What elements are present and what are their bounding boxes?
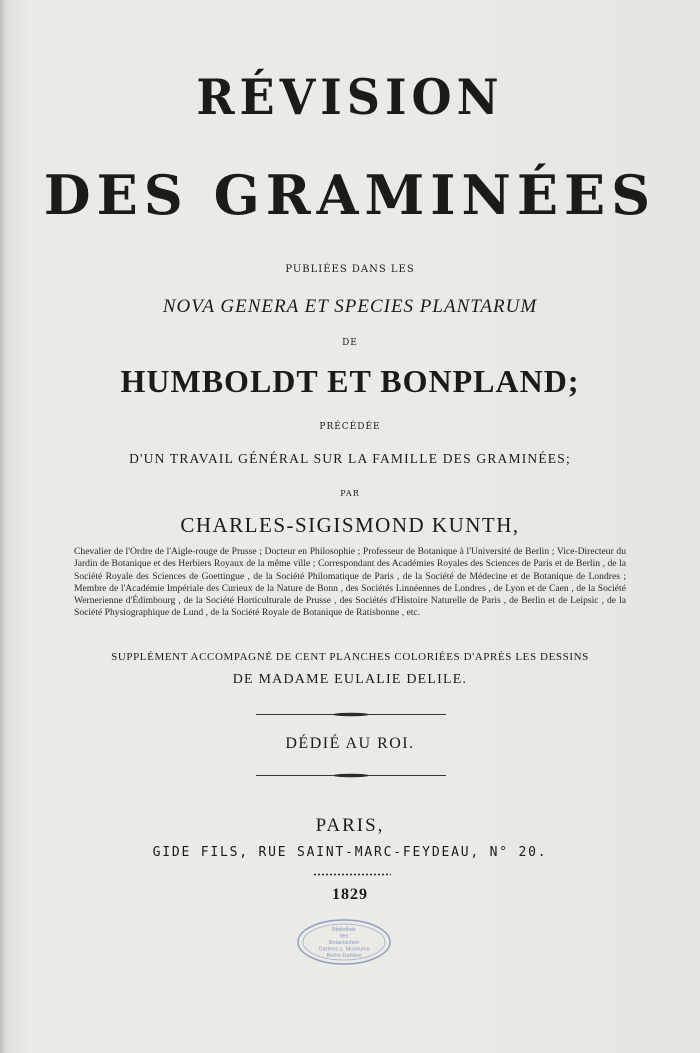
title-line-2: DES GRAMINÉES [43, 163, 657, 227]
title-line-1: RÉVISION [196, 68, 504, 126]
travail-general-line: D'UN TRAVAIL GÉNÉRAL SUR LA FAMILLE DES GRAMINÉES; [129, 451, 571, 466]
stamp-line-2: des [339, 933, 349, 940]
publisher-line: GIDE FILS, RUE SAINT-MARC-FEYDEAU, N° 20. [152, 845, 548, 860]
nova-genera-title: NOVA GENERA ET SPECIES PLANTARUM [162, 296, 538, 317]
supplement-line: SUPPLÉMENT ACCOMPAGNÉ DE CENT PLANCHES COLORIÉES D'APRÈS LES DESSINS [111, 651, 589, 663]
rule-ornament-top [331, 712, 371, 717]
stamp-line-4: Gartens u. Museums [318, 946, 370, 953]
humboldt-bonpland-heading: HUMBOLDT ET BONPLAND; [120, 363, 580, 399]
library-stamp [296, 918, 392, 966]
de-label: DE [342, 338, 358, 348]
stamp-line-3: Botanischen [328, 940, 360, 946]
published-in-label: PUBLIÉES DANS LES [285, 264, 415, 275]
author-name: CHARLES-SIGISMOND KUNTH, [180, 513, 520, 537]
publication-year: 1829 [332, 886, 368, 903]
stamp-line-5: Berlin-Dahlem [326, 953, 362, 959]
city-line: PARIS, [315, 815, 385, 836]
illustrator-line: DE MADAME EULALIE DELILE. [232, 672, 468, 687]
rule-ornament-bottom [331, 773, 371, 778]
author-credentials: Chevalier de l'Ordre de l'Aigle-rouge de Prusse ; Docteur en Philosophie ; Professeur de Botanique à l'Université de Berlin ; Vice-Directeur du Jardin de Botanique et des Herbiers Royaux de la même ville ; Correspondant des Académies Royales des Sciences de Paris et de Berlin , de la Société Royale des Sciences de Goettingue , de la Société Philomatique de Paris , de la Société de Médecine et de Botanique de Londres ; Membre de l'Académie Impériale des Curieux de la Nature de Bonn , des Sociétés Linnéennes de Londres , de Lyon et de Caen , de la Société Wernerienne d'Édimbourg , de la Société Horticulturale de Prusse , des Sociétés d'Histoire Naturelle de Paris , de Berlin et de Leipsic , de la Société Physiographique de Lund , de la Société Royale de Botanique de Ratisbonne , etc. [74, 546, 626, 619]
precedee-label: PRÉCÉDÉE [319, 422, 381, 432]
dotted-divider [313, 873, 391, 876]
stamp-line-1: Bibliothek [332, 927, 356, 933]
dedication-line: DÉDIÉ AU ROI. [285, 735, 415, 752]
par-label: PAR [340, 489, 360, 498]
